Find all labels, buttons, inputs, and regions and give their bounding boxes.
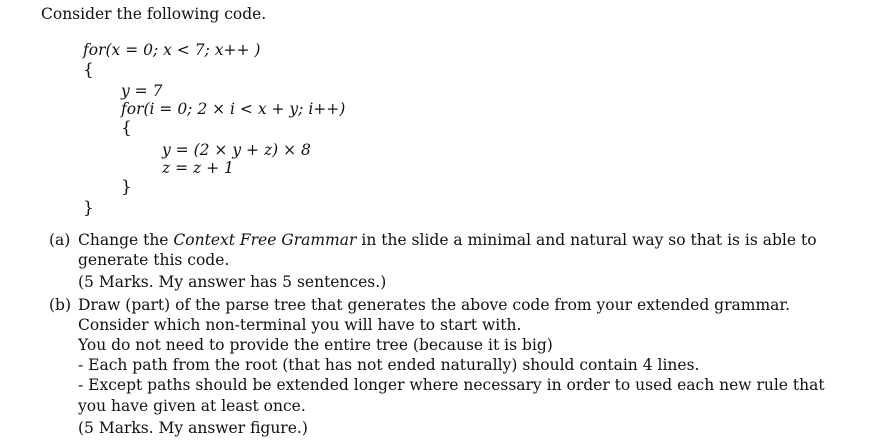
question-label: (b) xyxy=(49,296,72,314)
code-assign-z: z = z + 1 xyxy=(162,159,234,177)
question-a-emphasis: Context Free Grammar xyxy=(173,231,357,249)
question-a-line-2: generate this code. xyxy=(78,251,230,269)
question-b-line-5: - Except paths should be extended longer where necessary in order to used each new rule that xyxy=(78,376,825,394)
question-b-line-1: Draw (part) of the parse tree that generates the above code from your extended grammar. xyxy=(78,296,791,314)
question-label: (a) xyxy=(49,231,71,249)
question-b-line-4: - Each path from the root (that has not ended naturally) should contain 4 lines. xyxy=(78,356,700,374)
question-b-line-6: you have given at least once. xyxy=(78,397,306,415)
code-close-brace-outer: } xyxy=(83,198,94,218)
code-outer-for: for(x = 0; x < 7; x++ ) xyxy=(83,41,261,59)
question-b-line-2: Consider which non-terminal you will have to start with. xyxy=(78,316,522,334)
question-a-text-before: Change the xyxy=(78,231,169,249)
code-assign-y-expression: y = (2 × y + z) × 8 xyxy=(162,141,311,159)
question-a-line-3: (5 Marks. My answer has 5 sentences.) xyxy=(78,273,387,291)
intro-text: Consider the following code. xyxy=(41,5,267,23)
question-b-line-3: You do not need to provide the entire tree (because it is big) xyxy=(78,336,553,354)
code-inner-for: for(i = 0; 2 × i < x + y; i++) xyxy=(121,100,346,118)
question-b-line-7: (5 Marks. My answer figure.) xyxy=(78,419,308,437)
code-open-brace-inner: { xyxy=(121,118,132,138)
code-close-brace-inner: } xyxy=(121,177,132,197)
code-assign-y: y = 7 xyxy=(121,82,163,100)
question-a-text-after: in the slide a minimal and natural way so that is is able to xyxy=(361,231,817,249)
question-a-line-1 xyxy=(78,231,817,249)
code-open-brace-outer: { xyxy=(83,60,94,80)
